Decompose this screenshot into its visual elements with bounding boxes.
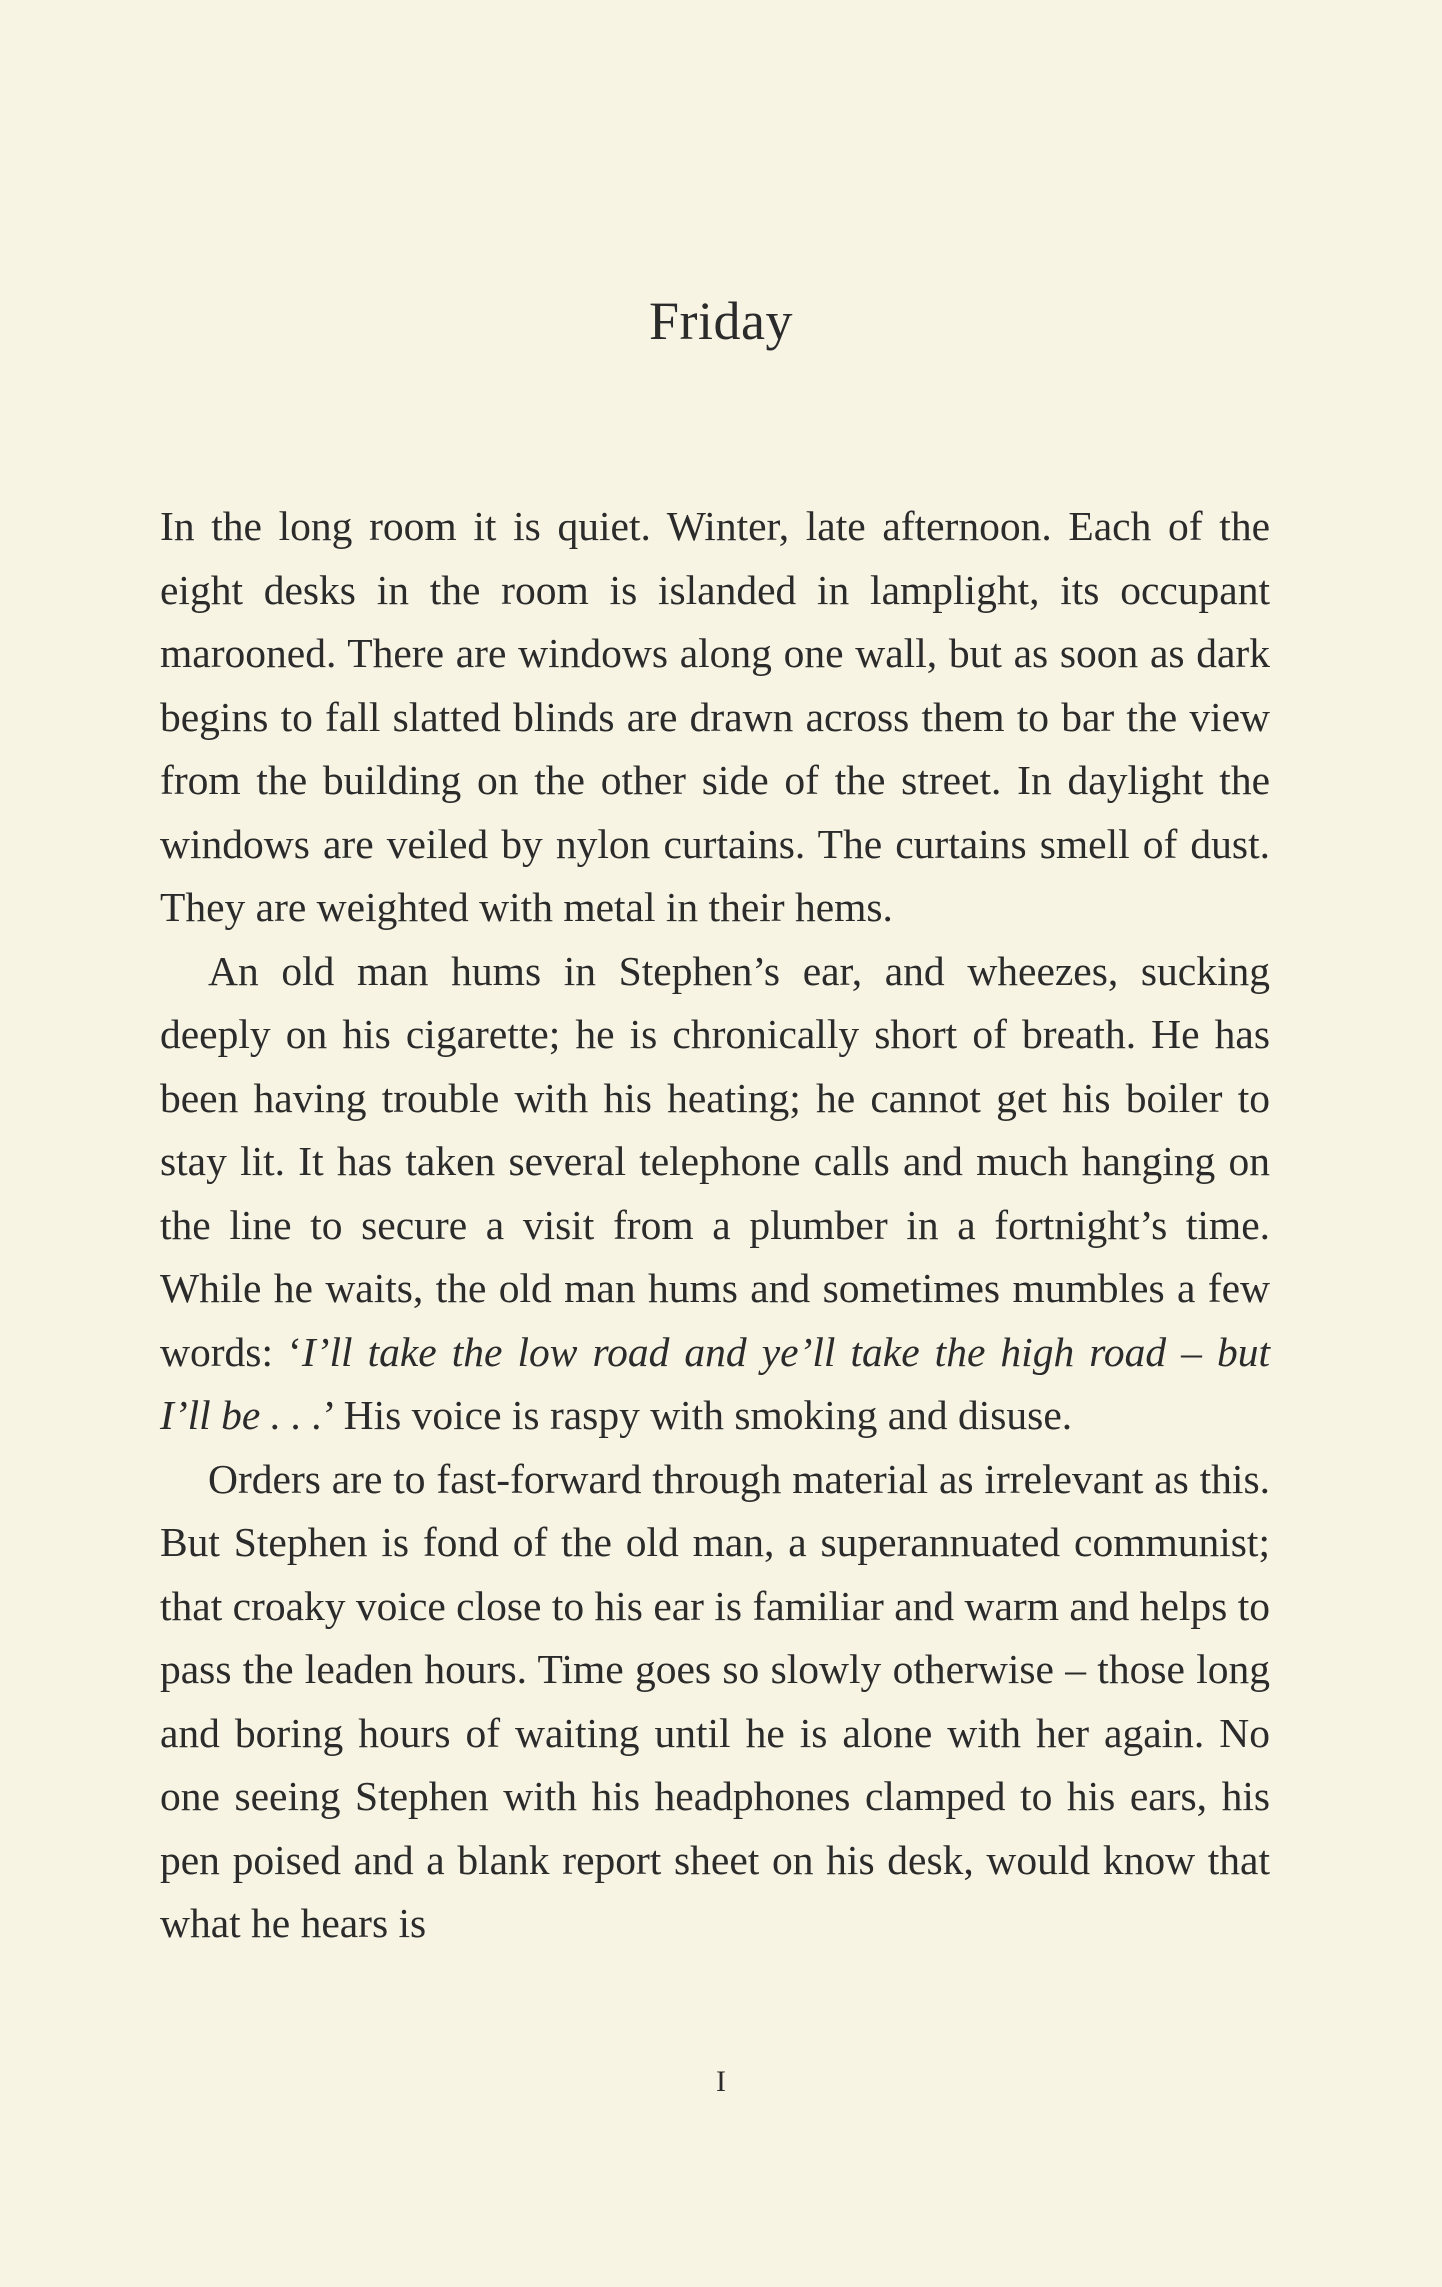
paragraph-2-text-before: An old man hums in Stephen’s ear, and wheezes, sucking deeply on his cigarette; he is chronically short of breath. He has been having trouble with his heating; he cannot get his boiler to stay lit. It has taken several telephone calls and much hanging on the line to secure a visit from a plumber in a fortnight’s time. While he waits, the old man hums and sometimes mumbles a few words: ‘ xyxy=(160,947,1270,1375)
paragraph-2 xyxy=(160,940,1270,1448)
paragraph-1: In the long room it is quiet. Winter, late afternoon. Each of the eight desks in the room is islanded in lamplight, its occupant marooned. There are windows along one wall, but as soon as dark begins to fall slatted blinds are drawn across them to bar the view from the building on the other side of the street. In daylight the windows are veiled by nylon curtains. The curtains smell of dust. They are weighted with metal in their hems. xyxy=(160,503,1270,930)
page-number: I xyxy=(716,2065,726,2098)
paragraph-3: Orders are to fast-forward through material as irrelevant as this. But Stephen is fond of the old man, a superannuated communist; that croaky voice close to his ear is familiar and warm and helps to pass the leaden hours. Time goes so slowly otherwise – those long and boring hours of waiting until he is alone with her again. No one seeing Stephen with his headphones clamped to his ears, his pen poised and a blank report sheet on his desk, would know that what he hears is xyxy=(160,1455,1270,1946)
song-lyric: I’ll take the low road and ye’ll take the high road – but I’ll be . . . xyxy=(160,1328,1270,1438)
chapter-title: Friday xyxy=(649,291,793,351)
body-text xyxy=(160,495,1270,1956)
paragraph-2-text-after: ’ His voice is raspy with smoking and disuse. xyxy=(322,1392,1073,1438)
